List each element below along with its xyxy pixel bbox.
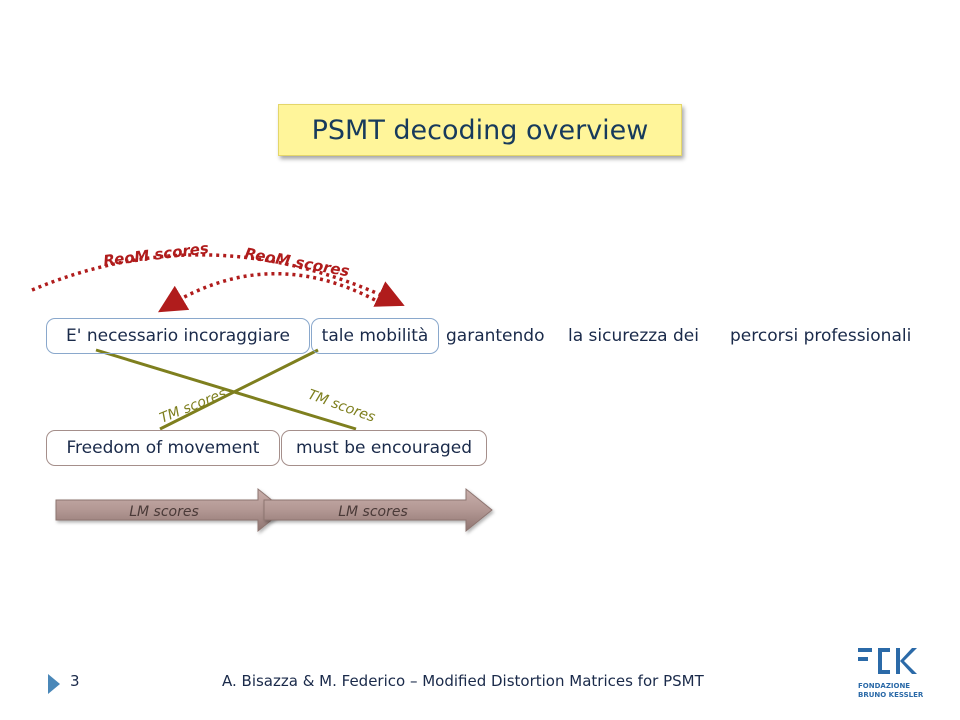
- fbk-logo-line1: FONDAZIONE: [858, 682, 911, 690]
- target-phrase-2-text: must be encouraged: [295, 438, 473, 458]
- footer-triangle-icon: [48, 674, 60, 694]
- source-word-4: la sicurezza dei: [568, 326, 699, 346]
- reom-label-2: ReoM scores: [243, 244, 351, 281]
- source-phrase-1-text: E' necessario incoraggiare: [66, 326, 290, 346]
- lm-label-1: LM scores: [129, 504, 199, 520]
- footer-citation: A. Bisazza & M. Federico – Modified Distortion Matrices for PSMT: [222, 672, 704, 690]
- source-phrase-1: [46, 318, 310, 354]
- page-number: 3: [70, 672, 80, 690]
- reom-label-1: ReoM scores: [102, 239, 210, 270]
- source-word-5: percorsi professionali: [730, 326, 912, 346]
- tm-label-1: TM scores: [157, 385, 229, 427]
- target-phrase-2: [281, 430, 487, 466]
- target-phrase-1-text: Freedom of movement: [66, 438, 260, 458]
- source-phrase-2-text: tale mobilità: [321, 326, 429, 346]
- fbk-logo-icon: [858, 648, 924, 699]
- page-title: PSMT decoding overview: [311, 114, 649, 146]
- target-phrase-1: [46, 430, 280, 466]
- source-word-3: garantendo: [446, 326, 545, 346]
- tm-label-2: TM scores: [305, 386, 378, 426]
- lm-label-2: LM scores: [338, 504, 408, 520]
- source-phrase-2: [311, 318, 439, 354]
- fbk-logo-line2: BRUNO KESSLER: [858, 691, 924, 699]
